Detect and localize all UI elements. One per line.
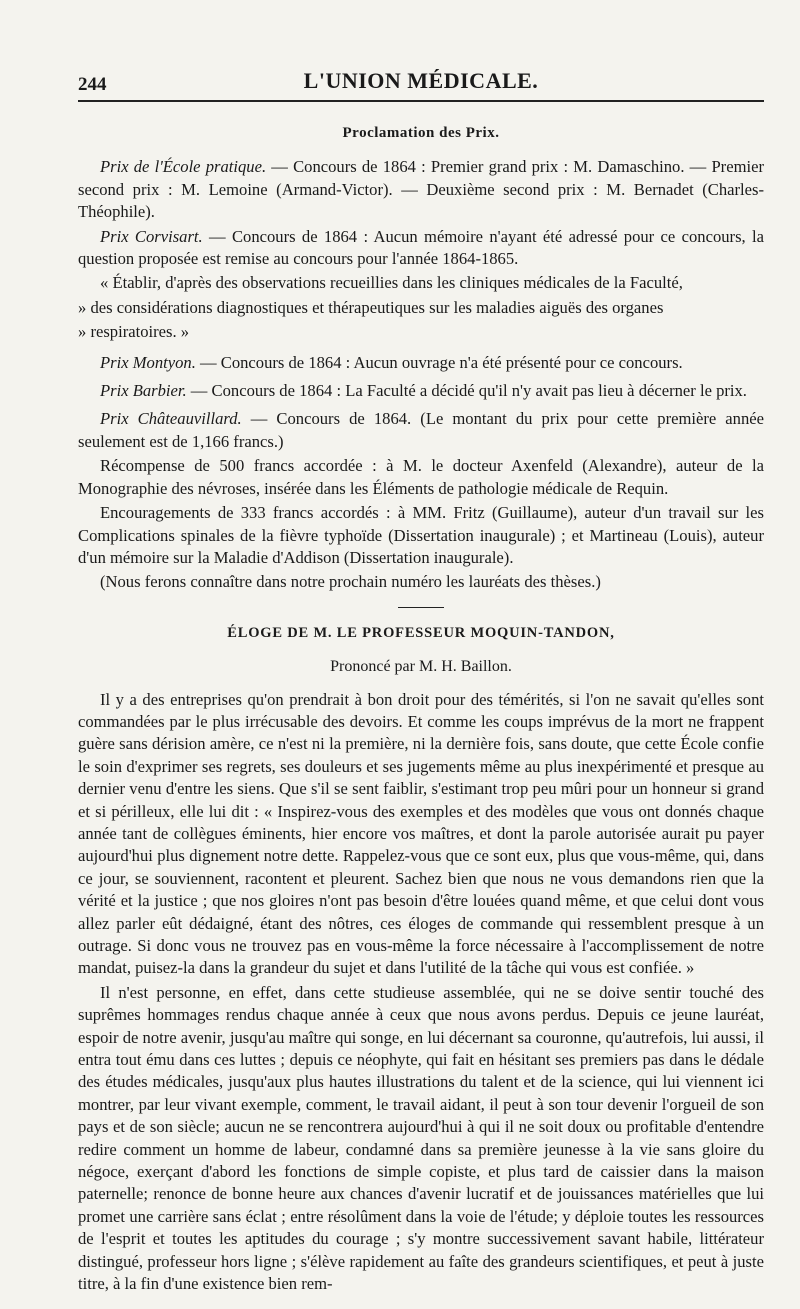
header-rule [78,100,764,102]
quote-line: « Établir, d'après des observations recueillies dans les cliniques médicales de la Faculté, [100,273,683,293]
recompense-paragraph: Récompense de 500 francs accordée : à M. le docteur Axenfeld (Alexandre), auteur de la Monographie des névroses, insérée dans les Éléments de pathologie médicale de Requin. [78,456,764,498]
eloge-title: ÉLOGE DE M. LE PROFESSEUR MOQUIN-TANDON, [227,624,615,641]
prize-text: — Concours de 1864 : Aucun ouvrage n'a été présenté pour ce concours. [195,352,683,372]
prize-name: Prix Montyon. [100,352,196,372]
prize-name: Prix Corvisart. [100,226,203,246]
prize-name: Prix Châteauvillard. [100,409,242,429]
prize-paragraph [78,352,764,374]
eloge-paragraph: Il y a des entreprises qu'on prendrait à bon droit pour des témérités, si l'on ne savait qu'elles sont commandées par le plus irrécusable des devoirs. Et comme les coups imprévus de la mort ne frappent guère sans dérision amère, ce n'est ni la première, ni la dernière fois, sans doute, que cette École confie le soin d'exprimer ses regrets, ses douleurs et ses jugements même au plus inexpérimenté et presque au dernier venu d'entre les siens. Que s'il se sent faiblir, s'estimant trop peu mûri pour un honneur si grand et si périlleux, elle lui dit : « Inspirez-vous des exemples et des modèles que vous ont donnés chaque année tant de collègues éminents, hier encore vos maîtres, et dont la parole autorisée aurait pu payer aujourd'hui plus dignement notre dette. Rappelez-vous que ce sont eux, plus que vous-même, qui, dans ce jour, se souviennent, racontent et pleurent. Sachez bien que nous ne vous demandons rien que la vérité et la justice ; que nos gloires n'ont pas besoin d'être louées quand même, et que celui dont vous allez parler eût dédaigné, étant des nôtres, ces éloges de commande qui ressemblent presque à un outrage. Si donc vous ne trouvez pas en vous-même la force nécessaire à l'accomplissement de notre mandat, puisez-la dans la grandeur du sujet et dans l'utilité de la tâche qui vous est confiée. » [78,689,764,978]
note-paragraph: (Nous ferons connaître dans notre prochain numéro les lauréats des thèses.) [100,572,601,592]
section-divider [398,607,444,608]
section-title-proclamation: Proclamation des Prix. [342,125,500,141]
prize-paragraph [78,156,764,223]
prize-text: — Concours de 1864. (Le montant du prix pour cette première année seulement est de 1,166 francs.) [78,409,765,451]
prize-text: — Concours de 1864 : Premier grand prix : M. Damaschino. — Premier second prix : M. Lemoine (Armand-Victor). — Deuxième second prix : M. Bernadet (Charles-Théophile). [78,157,764,222]
quote-line: » respiratoires. » [78,322,190,342]
body-text [78,122,764,1296]
eloge-paragraph: Il n'est personne, en effet, dans cette studieuse assemblée, qui ne se doive sentir touché des suprêmes hommages rendus chaque année à ceux que nous avons perdus. Depuis ce jeune lauréat, espoir de notre avenir, jusqu'au maître qui songe, en lui décernant sa couronne, qu'autrefois, lui aussi, il entra tout ému dans ces luttes ; depuis ce néophyte, qui fait en hésitant ses premiers pas dans le dédale des études médicales, jusqu'aux plus hautes illustrations du talent et de la science, qui lui viennent ici montrer, par leur vivant exemple, comment, le travail aidant, il peut à son tour devenir l'orgueil de son pays et de son siècle; aucun ne se rencontrera aujourd'hui à qui il ne soit doux ou profitable d'entendre redire comment un homme de labeur, condamné dans sa première jeunesse à la vie sans gloire du négoce, exerçant d'abord les fonctions de simple copiste, et plus tard de caissier dans la maison paternelle; renonce de bonne heure aux chances d'avenir lucratif et de jouissances matérielles que lui promet une carrière sans éclat ; entre résolûment dans la voie de l'étude; y déploie toutes les ressources de l'esprit et toutes les aptitudes du courage ; s'y montre successivement savant habile, littérateur distingué, professeur hors ligne ; s'élève rapidement au faîte des grandeurs scientifiques, et peut à juste titre, à la fin d'une existence bien rem- [78,982,764,1294]
prize-text: — Concours de 1864 : La Faculté a décidé qu'il n'y avait pas lieu à décerner le prix. [186,381,747,401]
document-page [78,58,765,1294]
running-head: L'UNION MÉDICALE. [303,68,539,93]
prize-paragraph [78,408,764,453]
page-header [78,58,764,106]
prize-name: Prix Barbier. [100,381,187,401]
prize-paragraph [78,226,764,271]
page-number: 244 [78,74,107,95]
prize-paragraph [78,380,764,402]
prize-name: Prix de l'École pratique. [100,157,267,177]
prize-text: — Concours de 1864 : Aucun mémoire n'ayant été adressé pour ce concours, la question proposée est remise au concours pour l'année 1864-1865. [78,226,764,269]
quote-line: » des considérations diagnostiques et thérapeutiques sur les maladies aiguës des organes [78,297,664,317]
encouragements-paragraph: Encouragements de 333 francs accordés : à MM. Fritz (Guillaume), auteur d'un travail sur les Complications spinales de la fièvre typhoïde (Dissertation inaugurale) ; et Martineau (Louis), auteur d'un mémoire sur la Maladie d'Addison (Dissertation inaugurale). [78,503,764,567]
eloge-subtitle: Prononcé par M. H. Baillon. [330,658,512,676]
